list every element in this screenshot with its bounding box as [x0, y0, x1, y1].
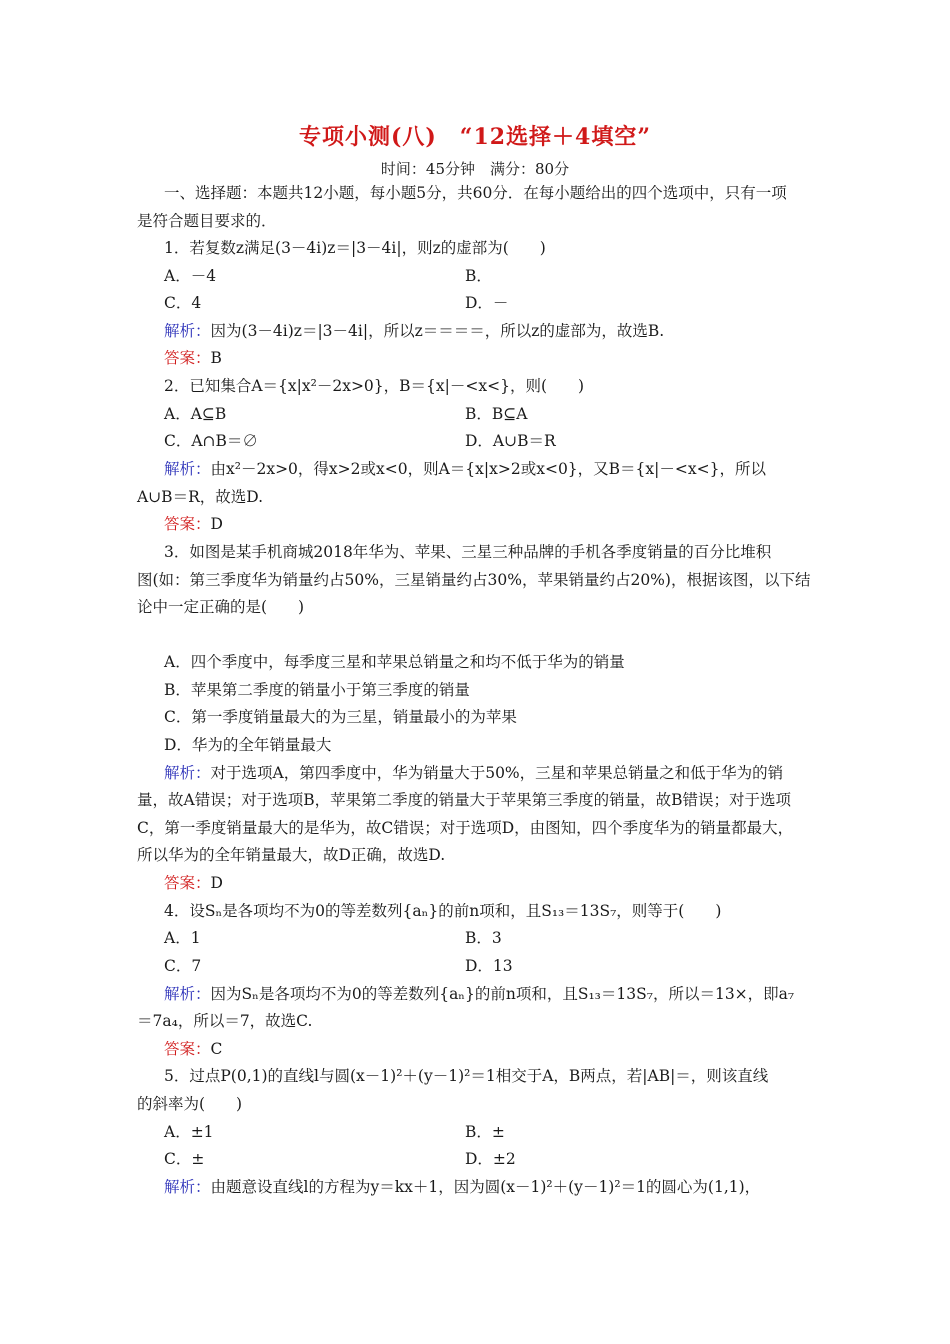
- question-1-answer: [164, 348, 222, 368]
- answer-label: 答案：: [164, 515, 211, 533]
- question-1-analysis: [164, 321, 664, 341]
- question-3-option-a: A．四个季度中，每季度三星和苹果总销量之和均不低于华为的销量: [164, 653, 625, 671]
- analysis-text: 因为(3－4i)z＝|3－4i|，所以z＝＝＝＝，所以z的虚部为，故选B.: [210, 322, 665, 340]
- question-2-option-b: B．B⊆A: [465, 405, 528, 423]
- analysis-text: 因为Sₙ是各项均不为0的等差数列{aₙ}的前n项和，且S₁₃＝13S₇，所以＝13×，即a₇: [210, 985, 795, 1003]
- answer-value: D: [210, 874, 223, 892]
- question-5-stem-2: 的斜率为( ): [137, 1095, 243, 1113]
- analysis-text: 由x²－2x>0，得x>2或x<0，则A＝{x|x>2或x<0}，又B＝{x|－<x<}，所以: [210, 460, 766, 478]
- question-3-stem-1: 3．如图是某手机商城2018年华为、苹果、三星三种品牌的手机各季度销量的百分比堆积: [164, 543, 772, 561]
- question-4-option-a: A．1: [164, 929, 201, 947]
- question-5-option-d: D．±2: [465, 1150, 516, 1168]
- question-3-analysis-cont-2: C，第一季度销量最大的是华为，故C错误；对于选项D，由图知，四个季度华为的销量都最大，: [137, 819, 794, 837]
- question-4-analysis: [164, 984, 794, 1004]
- analysis-label: 解析：: [164, 764, 211, 782]
- question-5-option-b: B．±: [465, 1123, 505, 1141]
- question-3-stem-2: 图(如：第三季度华为销量约占50%，三星销量约占30%，苹果销量约占20%)，根据该图，以下结: [137, 571, 811, 589]
- question-4-option-d: D．13: [465, 957, 513, 975]
- question-2-option-d: D．A∪B＝R: [465, 432, 556, 450]
- question-3-stem-3: 论中一定正确的是( ): [137, 598, 305, 616]
- question-3-option-c: C．第一季度销量最大的为三星，销量最小的为苹果: [164, 708, 517, 726]
- answer-value: B: [210, 349, 222, 367]
- question-3-analysis-cont-1: 量，故A错误；对于选项B，苹果第二季度的销量大于苹果第三季度的销量，故B错误；对于选项: [137, 791, 791, 809]
- answer-label: 答案：: [164, 1040, 211, 1058]
- analysis-label: 解析：: [164, 322, 211, 340]
- question-4-analysis-cont: ＝7a₄，所以＝7，故选C.: [137, 1012, 313, 1030]
- question-4-answer: [164, 1039, 222, 1059]
- page-title: 专项小测(八) “12选择＋4填空”: [298, 124, 652, 150]
- question-5-option-c: C．±: [164, 1150, 205, 1168]
- answer-value: C: [210, 1040, 223, 1058]
- question-4-option-c: C．7: [164, 957, 202, 975]
- question-1-option-b: B．: [465, 267, 492, 285]
- analysis-text: 对于选项A，第四季度中，华为销量大于50%，三星和苹果总销量之和低于华为的销: [210, 764, 784, 782]
- analysis-label: 解析：: [164, 985, 211, 1003]
- question-4-stem: 4．设Sₙ是各项均不为0的等差数列{aₙ}的前n项和，且S₁₃＝13S₇，则等于( ): [164, 902, 722, 920]
- question-2-stem: 2．已知集合A＝{x|x²－2x>0}，B＝{x|－<x<}，则( ): [164, 377, 585, 395]
- analysis-text: 由题意设直线l的方程为y＝kx＋1，因为圆(x－1)²＋(y－1)²＝1的圆心为(1,1)，: [210, 1178, 761, 1196]
- question-2-answer: [164, 514, 223, 534]
- question-4-option-b: B．3: [465, 929, 502, 947]
- question-1-stem: 1．若复数z满足(3－4i)z＝|3－4i|，则z的虚部为( ): [164, 239, 546, 257]
- question-1-option-a: A．－4: [164, 267, 217, 285]
- question-1-option-c: C．4: [164, 294, 202, 312]
- section-intro-line-2: 是符合题目要求的．: [137, 212, 277, 230]
- question-3-option-d: D．华为的全年销量最大: [164, 736, 332, 754]
- question-3-answer: [164, 873, 223, 893]
- question-5-analysis: [164, 1177, 760, 1197]
- analysis-label: 解析：: [164, 1178, 211, 1196]
- section-intro-line-1: 一、选择题：本题共12小题，每小题5分，共60分．在每小题给出的四个选项中，只有一项: [164, 184, 787, 202]
- question-3-analysis: [164, 763, 783, 783]
- answer-label: 答案：: [164, 874, 211, 892]
- answer-label: 答案：: [164, 349, 211, 367]
- exam-info: 时间：45分钟 满分：80分: [380, 160, 570, 178]
- analysis-label: 解析：: [164, 460, 211, 478]
- question-3-analysis-cont-3: 所以华为的全年销量最大，故D正确，故选D.: [137, 846, 446, 864]
- question-2-analysis: [164, 459, 766, 479]
- question-2-option-a: A．A⊆B: [164, 405, 227, 423]
- question-5-stem-1: 5．过点P(0,1)的直线l与圆(x－1)²＋(y－1)²＝1相交于A，B两点，若|AB|＝，则该直线: [164, 1067, 769, 1085]
- question-3-option-b: B．苹果第二季度的销量小于第三季度的销量: [164, 681, 470, 699]
- question-5-option-a: A．±1: [164, 1123, 214, 1141]
- question-2-analysis-cont: A∪B＝R，故选D.: [137, 488, 264, 506]
- question-2-option-c: C．A∩B＝∅: [164, 432, 258, 450]
- answer-value: D: [210, 515, 223, 533]
- question-1-option-d: D．－: [465, 294, 509, 312]
